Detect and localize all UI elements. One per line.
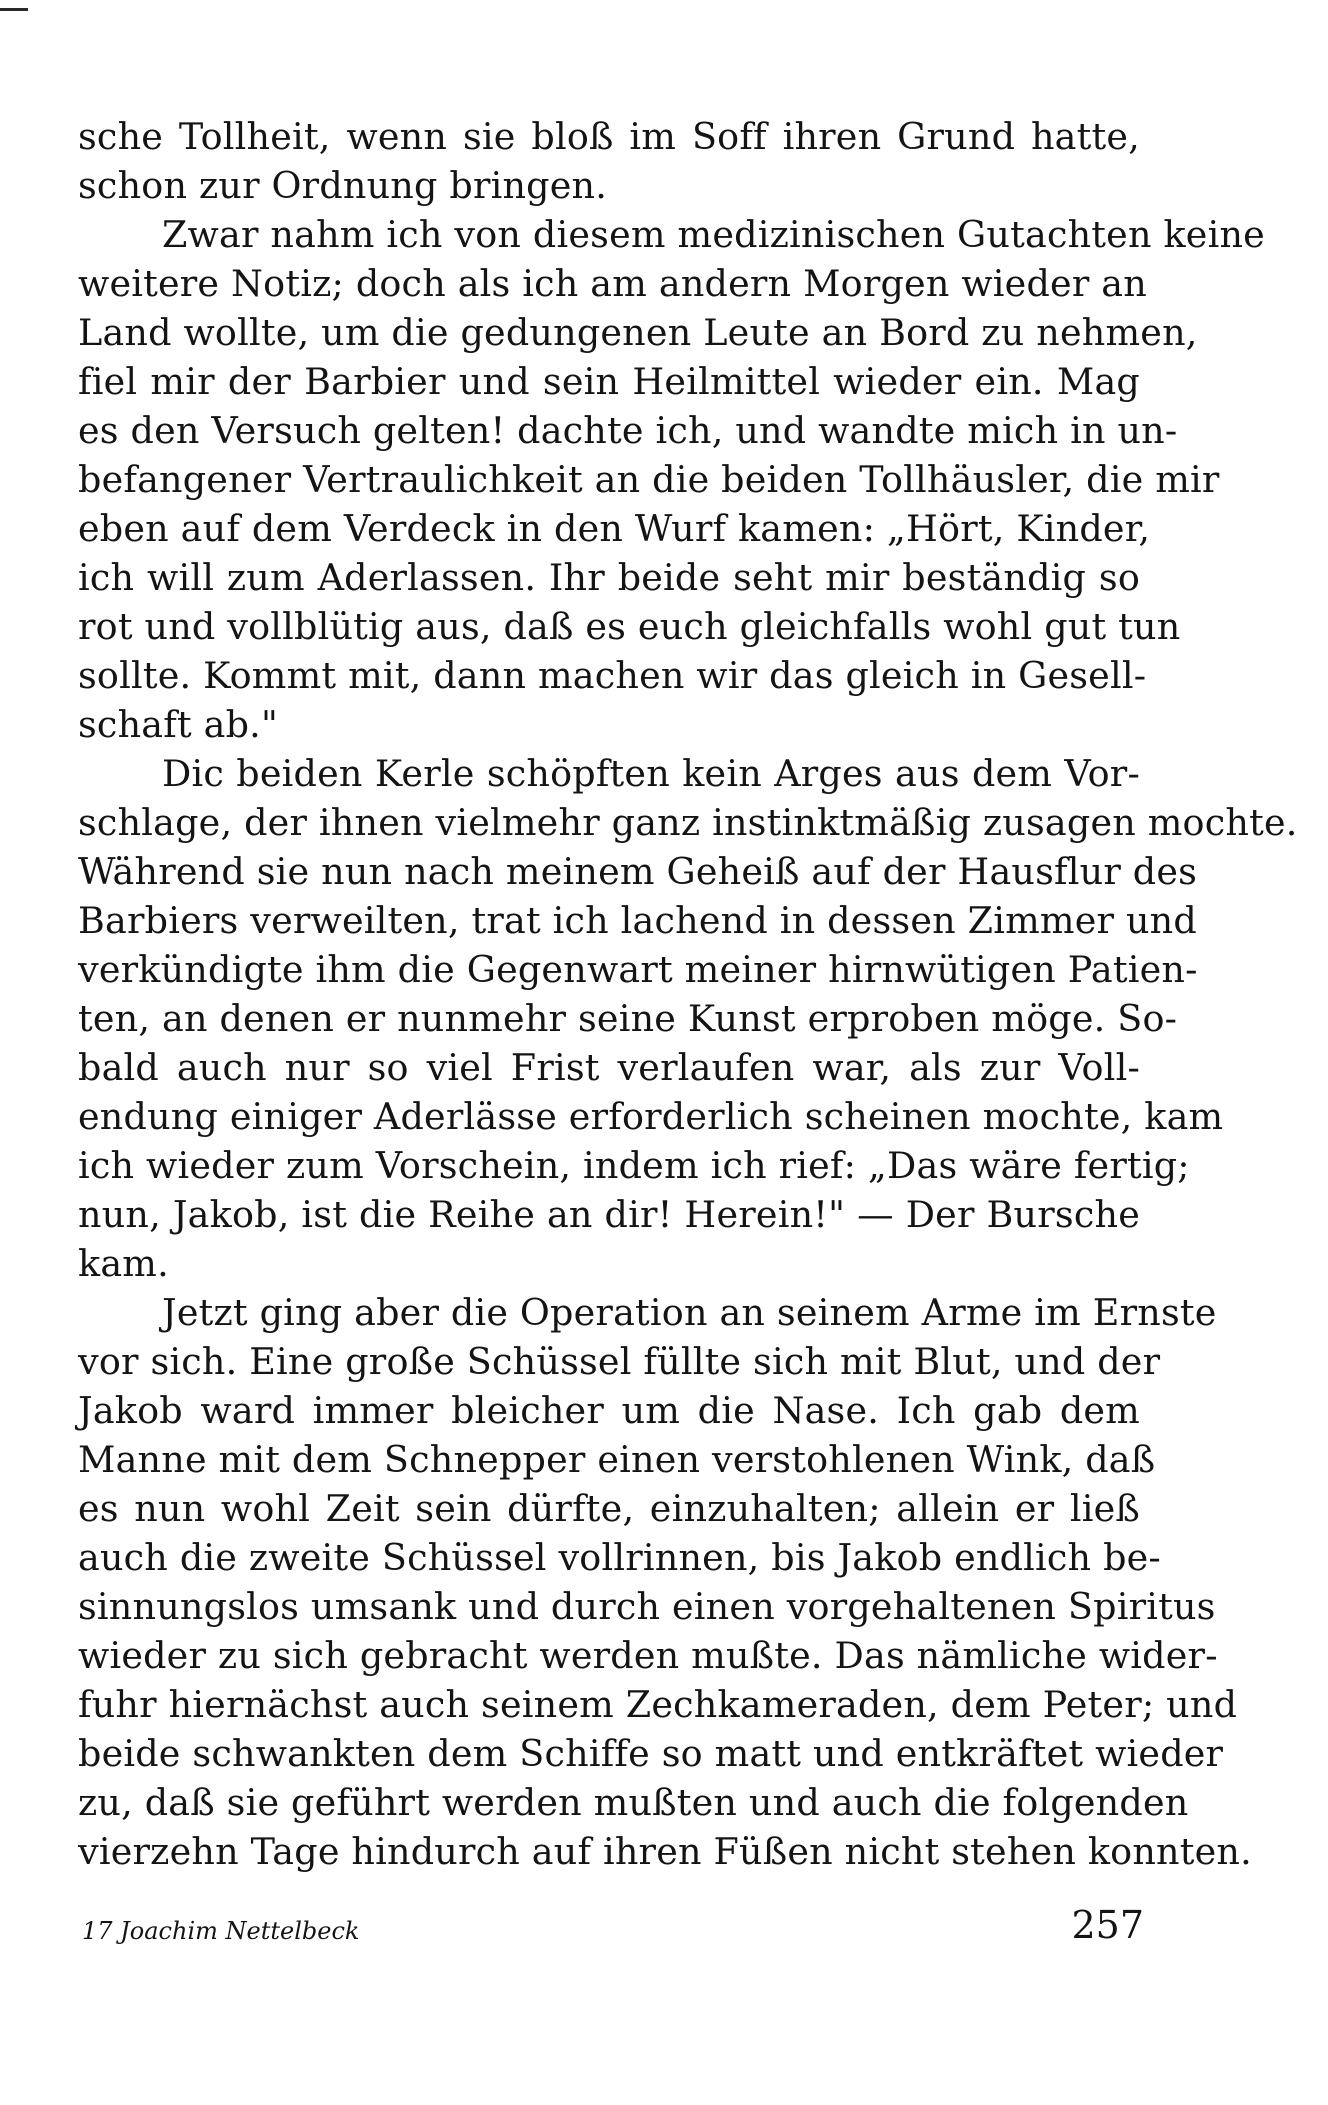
text-line: rot und vollblütig aus, daß es euch gleichfalls wohl gut tun [78,605,1181,648]
paragraph [78,112,1140,210]
text-line: nun, Jakob, ist die Reihe an dir! Herein!" — Der Bursche [78,1193,1140,1236]
body-text [78,112,1298,1876]
paragraph [78,749,1298,1288]
text-line: Barbiers verweilten, trat ich lachend in dessen Zimmer und [78,899,1197,942]
text-line: kam. [78,1242,169,1285]
text-line: Während sie nun nach meinem Geheiß auf der Hausflur des [78,850,1198,893]
text-line: ich wieder zum Vorschein, indem ich rief: „Das wäre fertig; [78,1144,1190,1187]
text-line: schaft ab." [78,703,278,746]
text-line: ten, an denen er nunmehr seine Kunst erproben möge. So- [78,997,1178,1040]
page-footer [82,1903,1144,1955]
text-line: sche Tollheit, wenn sie bloß im Soff ihren Grund hatte, [78,115,1140,158]
text-line: weitere Notiz; doch als ich am andern Morgen wieder an [78,262,1147,305]
text-line: vierzehn Tage hindurch auf ihren Füßen nicht stehen konnten. [78,1830,1252,1873]
text-line: Land wollte, um die gedungenen Leute an Bord zu nehmen, [78,311,1198,354]
text-line: bald auch nur so viel Frist verlaufen war, als zur Voll- [78,1046,1140,1089]
text-line: zu, daß sie geführt werden mußten und auch die folgenden [78,1781,1189,1824]
paragraph [78,210,1265,749]
text-line: sollte. Kommt mit, dann machen wir das gleich in Gesell- [78,654,1147,697]
text-line: Dic beiden Kerle schöpften kein Arges aus dem Vor- [162,752,1140,795]
text-line: beide schwankten dem Schiffe so matt und entkräftet wieder [78,1732,1224,1775]
text-line: auch die zweite Schüssel vollrinnen, bis Jakob endlich be- [78,1536,1161,1579]
scan-edge-mark [0,8,28,11]
text-line: eben auf dem Verdeck in den Wurf kamen: „Hört, Kinder, [78,507,1151,550]
text-line: fuhr hiernächst auch seinem Zechkameraden, dem Peter; und [78,1683,1238,1726]
text-line: endung einiger Aderlässe erforderlich scheinen mochte, kam [78,1095,1224,1138]
text-line: Zwar nahm ich von diesem medizinischen Gutachten keine [162,213,1265,256]
page-number: 257 [1071,1903,1144,1947]
text-line: es nun wohl Zeit sein dürfte, einzuhalten; allein er ließ [78,1487,1140,1530]
text-line: es den Versuch gelten! dachte ich, und wandte mich in un- [78,409,1178,452]
text-line: vor sich. Eine große Schüssel füllte sich mit Blut, und der [78,1340,1161,1383]
text-line: fiel mir der Barbier und sein Heilmittel wieder ein. Mag [78,360,1140,403]
text-line: sinnungslos umsank und durch einen vorgehaltenen Spiritus [78,1585,1216,1628]
text-line: schon zur Ordnung bringen. [78,164,608,207]
text-line: ich will zum Aderlassen. Ihr beide seht mir beständig so [78,556,1140,599]
text-line: Jakob ward immer bleicher um die Nase. Ich gab dem [78,1389,1140,1432]
printer-signature: 17 Joachim Nettelbeck [82,1917,360,1945]
text-line: Manne mit dem Schnepper einen verstohlenen Wink, daß [78,1438,1156,1481]
text-line: schlage, der ihnen vielmehr ganz instinktmäßig zusagen mochte. [78,801,1298,844]
paragraph [78,1288,1252,1876]
text-line: wieder zu sich gebracht werden mußte. Das nämliche wider- [78,1634,1218,1677]
text-line: verkündigte ihm die Gegenwart meiner hirnwütigen Patien- [78,948,1198,991]
text-line: Jetzt ging aber die Operation an seinem Arme im Ernste [162,1291,1217,1334]
text-line: befangener Vertraulichkeit an die beiden Tollhäusler, die mir [78,458,1220,501]
